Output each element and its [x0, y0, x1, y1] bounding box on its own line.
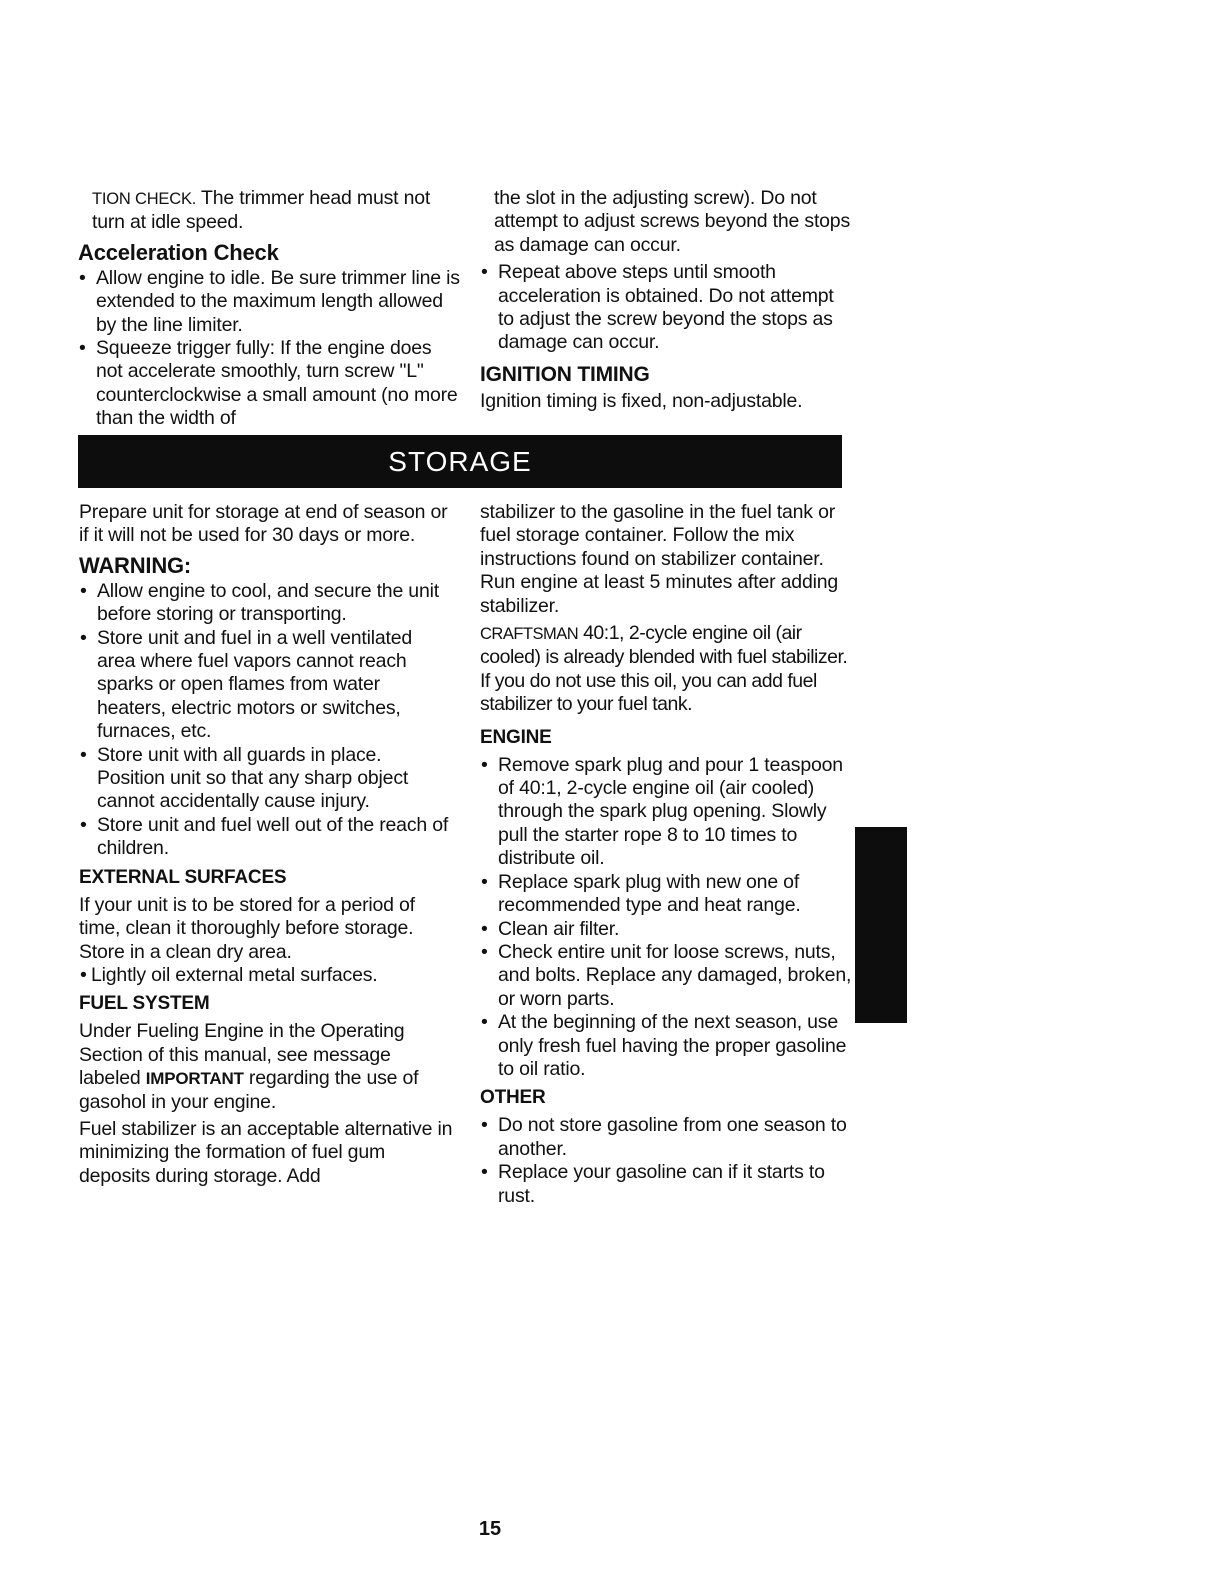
engine-heading: ENGINE [480, 726, 552, 748]
fuel-system-heading: FUEL SYSTEM [79, 993, 210, 1015]
external-surfaces-text: If your unit is to be stored for a period of time, clean it thoroughly before storage. Store in a clean dry area. [79, 893, 415, 963]
craftsman-label: CRAFTSMAN [480, 625, 579, 644]
tion-check-text: The trimmer head must not turn at idle speed. [92, 187, 431, 234]
external-surfaces-list [79, 964, 453, 987]
fuel-system-text-a: Under Fueling Engine in the Operating Section of this manual, see message labeled [79, 1020, 405, 1090]
engine-bullet: • At the beginning of the next season, use only fresh fuel having the proper gasoline to oil ratio. [480, 1011, 852, 1081]
engine-bullet: • Replace spark plug with new one of recommended type and heat range. [480, 871, 852, 918]
ignition-timing-heading: IGNITION TIMING [480, 362, 650, 386]
fuel-system-text [79, 1020, 453, 1114]
storage-right-column [480, 501, 852, 1212]
warning-bullet: • Store unit and fuel in a well ventilated area where fuel vapors cannot reach sparks or open flames from water heaters, electric motors or switches, furnaces, etc. [79, 627, 453, 744]
storage-intro: Prepare unit for storage at end of season or if it will not be used for 30 days or more. [79, 501, 448, 547]
section-thumb-tab [855, 827, 907, 1023]
acceleration-check-heading: Acceleration Check [78, 239, 279, 265]
important-label: IMPORTANT [145, 1069, 244, 1089]
repeat-steps-bullet: • Repeat above steps until smooth acceleration is obtained. Do not attempt to adjust the screw beyond the stops as damage can occur. [480, 261, 850, 355]
warning-bullet: • Store unit and fuel well out of the reach of children. [79, 814, 453, 861]
engine-bullet: • Check entire unit for loose screws, nuts, and bolts. Replace any damaged, broken, or worn parts. [480, 941, 852, 1011]
other-heading: OTHER [480, 1087, 546, 1109]
other-bullet: • Replace your gasoline can if it starts to rust. [480, 1161, 852, 1208]
acceleration-bullet: • Squeeze trigger fully: If the engine does not accelerate smoothly, turn screw "L" counterclockwise a small amount (no more than the width of [78, 337, 462, 431]
page-number: 15 [478, 1518, 502, 1540]
tion-check-paragraph [92, 187, 462, 235]
craftsman-text: 40:1, 2-cycle engine oil (air cooled) is already blended with fuel stabilizer. If you do not use this oil, you can add fuel stabilizer to your fuel tank. [480, 622, 848, 716]
fuel-stabilizer-text: Fuel stabilizer is an acceptable alternative in minimizing the formation of fuel gum deposits during storage. Add [79, 1117, 453, 1187]
engine-bullet: • Clean air filter. [480, 918, 852, 941]
stabilizer-continuation: stabilizer to the gasoline in the fuel tank or fuel storage container. Follow the mix instructions found on stabilizer container. Run engine at least 5 minutes after adding stabilizer. [480, 501, 839, 617]
craftsman-oil-paragraph [480, 622, 852, 717]
fuel-system-text-b: regarding the use of gasohol in your engine. [79, 1067, 419, 1113]
storage-banner: STORAGE [78, 435, 842, 488]
warning-bullet: • Store unit with all guards in place. Position unit so that any sharp object cannot accidentally cause injury. [79, 744, 453, 814]
ignition-timing-text: Ignition timing is fixed, non-adjustable. [480, 389, 803, 412]
warning-heading: WARNING: [79, 552, 192, 578]
top-left-column [78, 187, 462, 435]
acceleration-bullet: • Allow engine to idle. Be sure trimmer line is extended to the maximum length allowed by the line limiter. [78, 267, 462, 337]
external-surfaces-bullet: • Lightly oil external metal surfaces. [79, 964, 453, 987]
other-bullet: • Do not store gasoline from one season to another. [480, 1114, 852, 1161]
warning-list [79, 580, 453, 861]
other-list [480, 1114, 852, 1208]
external-surfaces-heading: EXTERNAL SURFACES [79, 866, 287, 888]
tion-check-label: TION CHECK. [92, 190, 197, 208]
storage-left-column [79, 501, 453, 1192]
warning-bullet: • Allow engine to cool, and secure the unit before storing or transporting. [79, 580, 453, 627]
repeat-steps-list [480, 261, 850, 355]
adjusting-screw-continuation: the slot in the adjusting screw). Do not attempt to adjust screws beyond the stops as damage can occur. [494, 187, 850, 256]
acceleration-check-list [78, 267, 462, 431]
engine-bullet: • Remove spark plug and pour 1 teaspoon of 40:1, 2-cycle engine oil (air cooled) through the spark plug opening. Slowly pull the starter rope 8 to 10 times to distribute oil. [480, 754, 852, 871]
top-right-column [480, 187, 850, 417]
engine-list [480, 754, 852, 1082]
